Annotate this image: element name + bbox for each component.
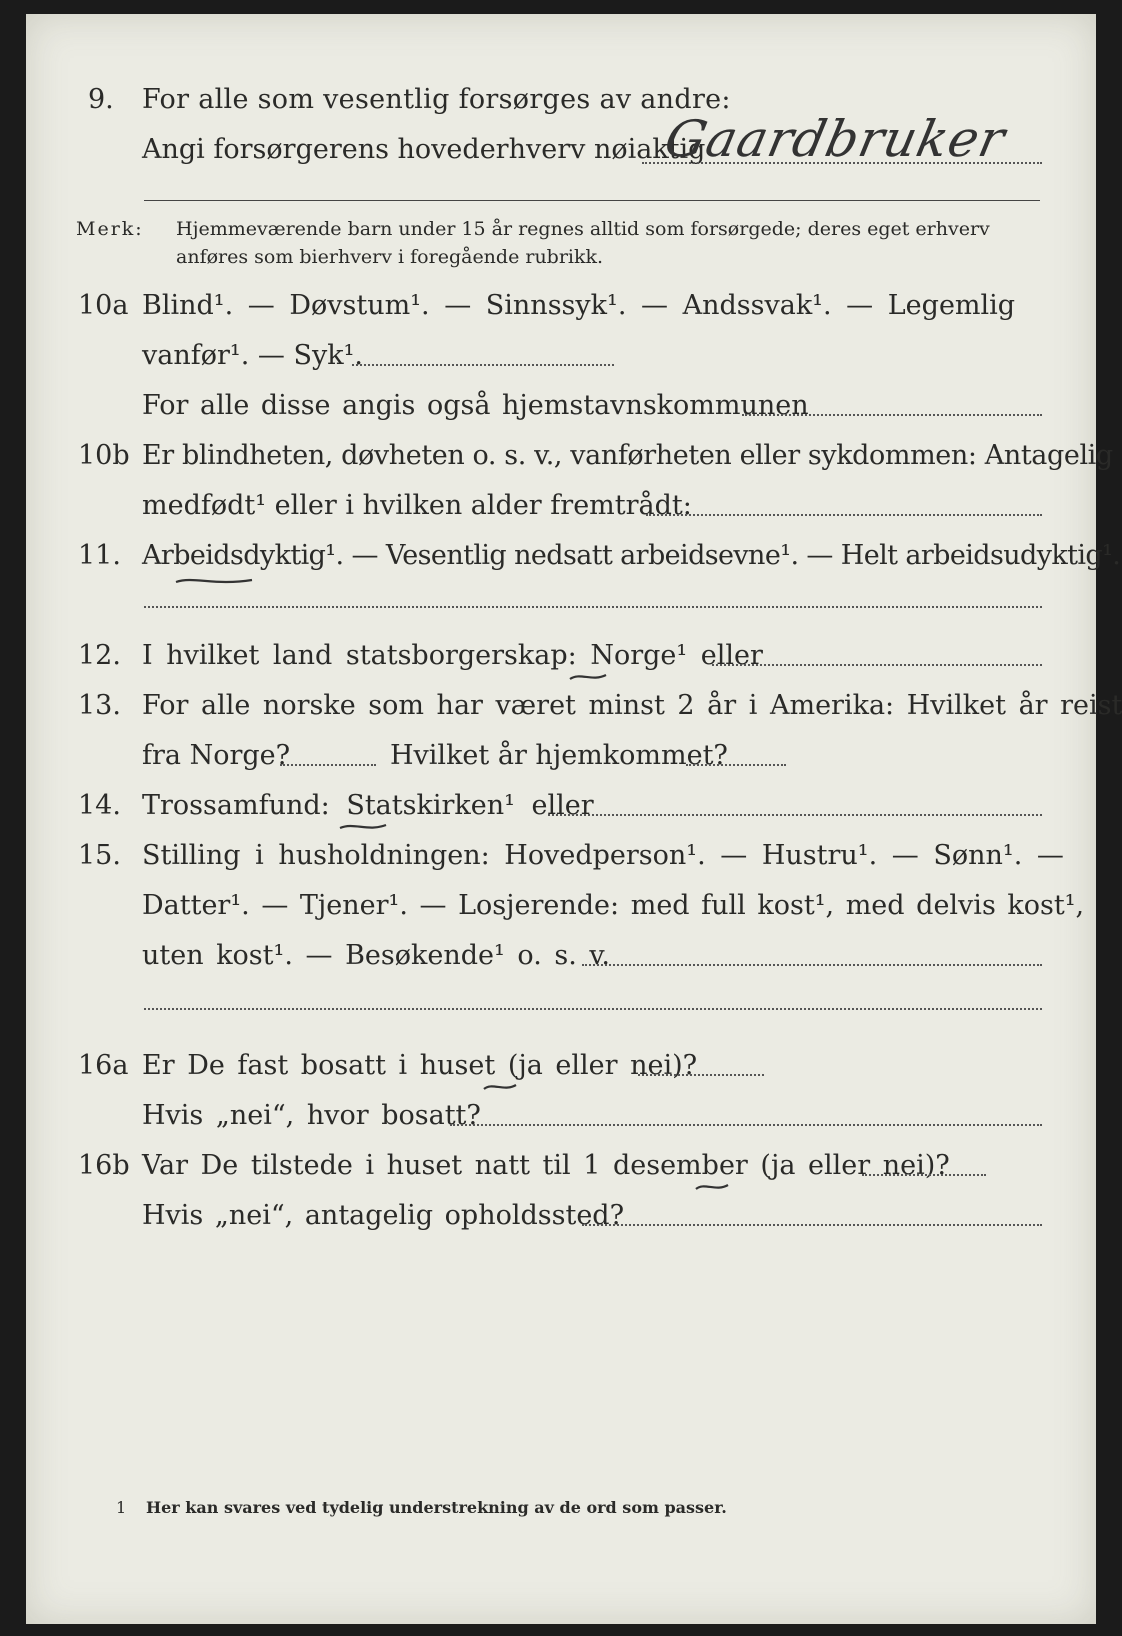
- merk-label: Merk:: [76, 218, 144, 240]
- census-form-page: [26, 14, 1122, 1624]
- q10a-line2: vanfør¹. — Syk¹.: [142, 340, 363, 371]
- q15-line1: Stilling i husholdningen: Hovedperson¹. — Hustru¹. — Sønn¹. —: [142, 840, 1064, 871]
- q15-answer-line: [582, 964, 1042, 966]
- merk-line2: anføres som bierhverv i foregående rubrikk.: [176, 246, 604, 268]
- q15-extra-line: [144, 1008, 1042, 1010]
- q16a-number: 16a: [78, 1050, 129, 1081]
- q15-line3: uten kost¹. — Besøkende¹ o. s. v.: [142, 940, 611, 971]
- q16b-answer-line: [862, 1174, 986, 1176]
- q16a-line1: Er De fast bosatt i huset (ja eller nei)?: [142, 1050, 698, 1081]
- q13-number: 13.: [78, 690, 121, 721]
- q15-number: 15.: [78, 840, 121, 871]
- q13-line2a: fra Norge?: [142, 740, 291, 771]
- q10b-line1: Er blindheten, døvheten o. s. v., vanførheten eller sykdommen: Antagelig: [142, 440, 1113, 471]
- q10a-line3: For alle disse angis også hjemstavnskommunen: [142, 390, 809, 421]
- q16b-underline-mark: [694, 1180, 730, 1194]
- q15-line2: Datter¹. — Tjener¹. — Losjerende: med full kost¹, med delvis kost¹,: [142, 890, 1085, 921]
- q14-answer-line: [548, 814, 1042, 816]
- q9-handwritten-answer: Gaardbruker: [659, 110, 1011, 168]
- q14-underline-mark: [338, 820, 388, 834]
- q14-number: 14.: [78, 790, 121, 821]
- q10b-answer-line: [646, 514, 1042, 516]
- q16b-number: 16b: [78, 1150, 130, 1181]
- q12-line1: I hvilket land statsborgerskap: Norge¹ eller: [142, 640, 763, 671]
- q16a-answer-line: [638, 1074, 764, 1076]
- q16b-line1: Var De tilstede i huset natt til 1 desember (ja eller nei)?: [142, 1150, 950, 1181]
- q10a-answer-line: [352, 364, 614, 366]
- footnote-text: Her kan svares ved tydelig understrekning av de ord som passer.: [146, 1498, 727, 1517]
- q10b-number: 10b: [78, 440, 130, 471]
- q16a-underline-mark: [482, 1080, 518, 1094]
- merk-line1: Hjemmeværende barn under 15 år regnes alltid som forsørgede; deres eget erhverv: [176, 218, 990, 240]
- q16a-line2: Hvis „nei“, hvor bosatt?: [142, 1100, 481, 1131]
- q11-answer-line: [144, 606, 1042, 608]
- q16b-whereabouts-line: [582, 1224, 1042, 1226]
- q10a-line1: Blind¹. — Døvstum¹. — Sinnssyk¹. — Andssvak¹. — Legemlig: [142, 290, 1016, 321]
- q14-line1: Trossamfund: Statskirken¹ eller: [142, 790, 594, 821]
- q10a-number: 10a: [78, 290, 129, 321]
- q12-number: 12.: [78, 640, 121, 671]
- footnote-mark: 1: [116, 1498, 127, 1517]
- q10a-hometown-line: [742, 414, 1042, 416]
- q16b-line2: Hvis „nei“, antagelig opholdssted?: [142, 1200, 625, 1231]
- q16a-residence-line: [450, 1124, 1042, 1126]
- q11-line1: Arbeidsdyktig¹. — Vesentlig nedsatt arbeidsevne¹. — Helt arbeidsudyktig¹.: [142, 540, 1121, 571]
- q11-number: 11.: [78, 540, 121, 571]
- q12-answer-line: [712, 664, 1042, 666]
- q13-line1: For alle norske som har været minst 2 år i Amerika: Hvilket år reist: [142, 690, 1122, 721]
- q9-divider: [144, 200, 1040, 201]
- q9-line1: For alle som vesentlig forsørges av andre:: [142, 84, 731, 115]
- q9-number: 9.: [88, 84, 114, 115]
- q13-departure-line: [280, 764, 376, 766]
- q13-line2b: Hvilket år hjemkommet?: [390, 740, 728, 771]
- q12-underline-mark: [568, 670, 608, 684]
- q11-underline-mark: [174, 574, 254, 588]
- q13-return-line: [686, 764, 786, 766]
- q9-line2: Angi forsørgerens hovederhverv nøiaktig: [142, 134, 706, 165]
- q10b-line2: medfødt¹ eller i hvilken alder fremtrådt:: [142, 490, 692, 521]
